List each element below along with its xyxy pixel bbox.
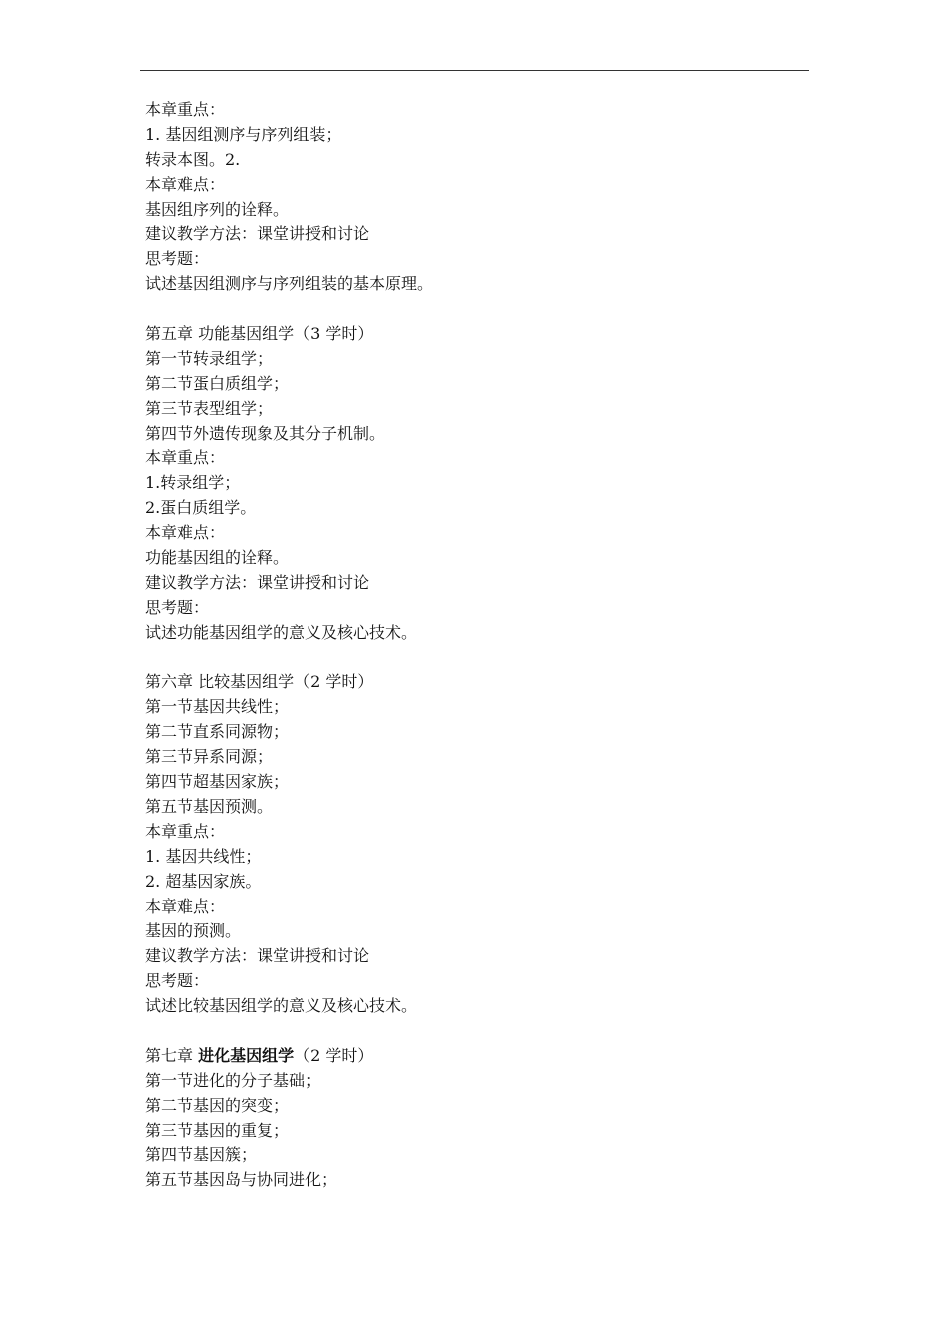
chapter-title-emphasis: 进化基因组学 bbox=[198, 1045, 295, 1065]
difficulty-text: 基因的预测。 bbox=[145, 921, 242, 941]
focus-item: 转录本图。2. bbox=[145, 149, 241, 169]
section-item: 第一节进化的分子基础； bbox=[145, 1070, 322, 1090]
difficulty-label: 本章难点： bbox=[145, 523, 226, 543]
section-item: 第一节基因共线性； bbox=[145, 697, 290, 717]
chapter-title: 第六章 比较基因组学（2 学时） bbox=[145, 672, 374, 692]
chapter-title: 第五章 功能基因组学（3 学时） bbox=[145, 324, 374, 344]
section-item: 第二节直系同源物； bbox=[145, 722, 290, 742]
focus-label: 本章重点： bbox=[145, 448, 226, 468]
focus-label: 本章重点： bbox=[145, 100, 226, 119]
spacer bbox=[145, 297, 805, 322]
section-item: 第三节异系同源； bbox=[145, 747, 274, 767]
section-item: 第四节超基因家族； bbox=[145, 772, 290, 792]
section-item: 第四节外遗传现象及其分子机制。 bbox=[145, 423, 386, 443]
teaching-method: 建议教学方法：课堂讲授和讨论 bbox=[145, 224, 370, 244]
section-item: 第三节基因的重复； bbox=[145, 1120, 290, 1140]
focus-item: 2. 超基因家族。 bbox=[145, 871, 262, 891]
difficulty-text: 基因组序列的诠释。 bbox=[145, 199, 290, 219]
section-item: 第五节基因预测。 bbox=[145, 796, 274, 816]
difficulty-label: 本章难点： bbox=[145, 174, 226, 194]
chapter-title bbox=[145, 1044, 805, 1069]
teaching-method: 建议教学方法：课堂讲授和讨论 bbox=[145, 572, 370, 592]
spacer bbox=[145, 1019, 805, 1044]
question-label: 思考题： bbox=[145, 971, 210, 991]
difficulty-text: 功能基因组的诠释。 bbox=[145, 548, 290, 568]
spacer bbox=[145, 646, 805, 671]
focus-item: 1. 基因共线性； bbox=[145, 846, 262, 866]
document-body bbox=[145, 98, 805, 1193]
header-rule bbox=[140, 70, 809, 71]
section-item: 第二节基因的突变； bbox=[145, 1095, 290, 1115]
chapter-title-prefix: 第七章 bbox=[145, 1045, 199, 1065]
focus-item: 1.转录组学； bbox=[145, 473, 241, 493]
focus-label: 本章重点： bbox=[145, 821, 226, 841]
question-text: 试述基因组测序与序列组装的基本原理。 bbox=[145, 274, 434, 294]
section-item: 第二节蛋白质组学； bbox=[145, 373, 290, 393]
section-item: 第三节表型组学； bbox=[145, 398, 274, 418]
difficulty-label: 本章难点： bbox=[145, 896, 226, 916]
chapter-title-hours: （2 学时） bbox=[294, 1045, 374, 1065]
focus-item: 1. 基因组测序与序列组装； bbox=[145, 124, 342, 144]
question-label: 思考题： bbox=[145, 249, 210, 269]
question-text: 试述比较基因组学的意义及核心技术。 bbox=[145, 996, 418, 1016]
focus-item: 2.蛋白质组学。 bbox=[145, 498, 257, 518]
section-item: 第五节基因岛与协同进化； bbox=[145, 1170, 338, 1190]
question-label: 思考题： bbox=[145, 597, 210, 617]
question-text: 试述功能基因组学的意义及核心技术。 bbox=[145, 622, 418, 642]
section-item: 第四节基因簇； bbox=[145, 1145, 258, 1165]
section-item: 第一节转录组学； bbox=[145, 348, 274, 368]
teaching-method: 建议教学方法：课堂讲授和讨论 bbox=[145, 946, 370, 966]
